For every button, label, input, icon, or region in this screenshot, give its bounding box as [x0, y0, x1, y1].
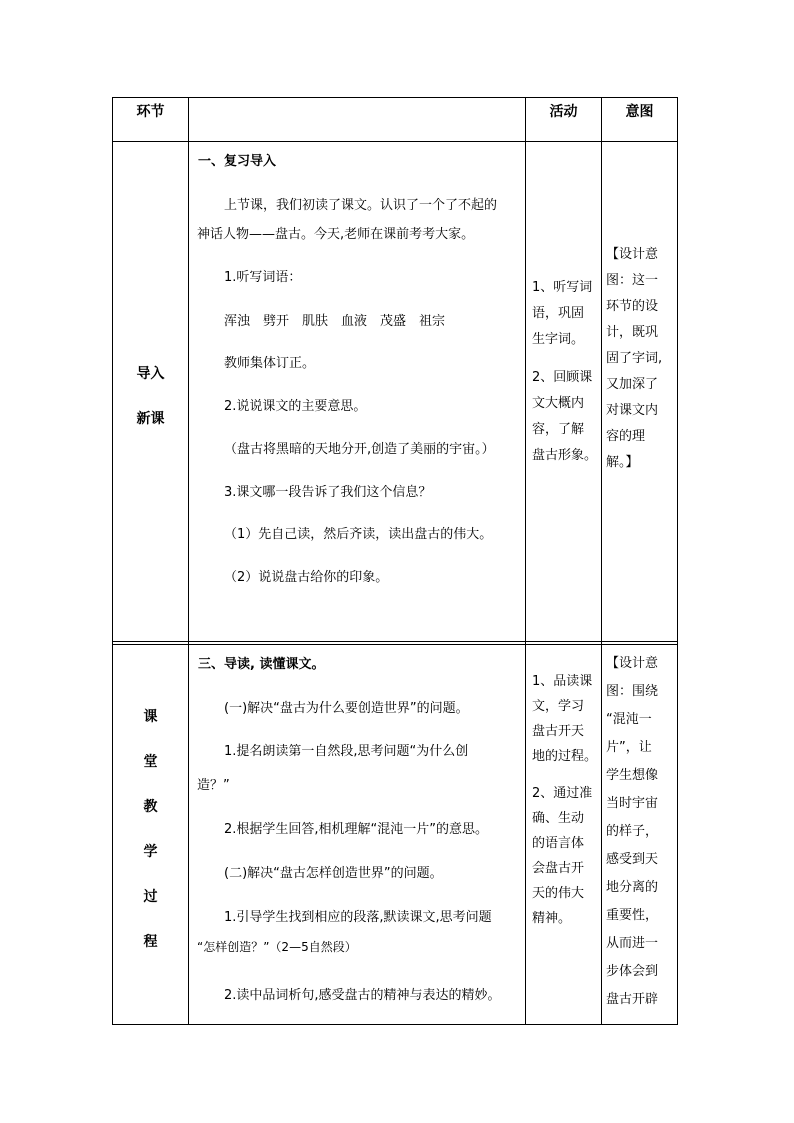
intent-line: 对课文内	[606, 403, 659, 418]
activity-line: 文，学习	[532, 699, 585, 714]
activity-line: 盘古开天	[532, 724, 585, 739]
stage-line: 学	[143, 844, 158, 860]
activity-line: 盘古形象。	[532, 448, 598, 463]
content-paragraph: “怎样创造？”（2—5自然段）	[197, 940, 357, 954]
activity-line: 语，巩固	[532, 306, 585, 321]
intent-line: “混沌一	[606, 712, 652, 727]
content-paragraph: 教师集体订正。	[224, 356, 316, 371]
stage-line: 过	[143, 889, 158, 905]
activity-line: 地的过程。	[532, 749, 598, 764]
content-paragraph: 神话人物——盘古。今天,老师在课前考考大家。	[197, 227, 475, 242]
section-2-activity	[532, 669, 600, 931]
stage-line: 堂	[143, 754, 158, 770]
content-paragraph: （1）先自己读，然后齐读，读出盘古的伟大。	[224, 527, 493, 542]
intent-line: 固了字词,	[606, 351, 663, 366]
intent-line: 解。】	[606, 455, 639, 470]
intent-line: 感受到天	[606, 852, 659, 867]
section-1-stage	[113, 352, 188, 442]
stage-line: 新课	[136, 411, 165, 427]
activity-line: 的语言体	[532, 836, 585, 851]
activity-line: 会盘古开	[532, 861, 585, 876]
section-2-intent	[606, 650, 677, 1022]
intent-line: 从而进一	[606, 936, 659, 951]
stage-line: 程	[143, 934, 158, 950]
activity-line: 容，了解	[532, 422, 585, 437]
activity-line: 1、听写词	[532, 280, 593, 295]
intent-line: 盘古开辟	[606, 992, 659, 1007]
content-paragraph: 1.引导学生找到相应的段落,默读课文,思考问题	[224, 910, 492, 925]
content-paragraph: 2.根据学生回答,相机理解“混沌一片”的意思。	[224, 822, 489, 837]
intent-line: 步体会到	[606, 964, 659, 979]
intent-line: 容的理	[606, 429, 646, 444]
intent-line: 【设计意	[606, 656, 659, 671]
content-paragraph: 3.课文哪一段告诉了我们这个信息？	[224, 485, 432, 500]
intent-line: 又加深了	[606, 377, 659, 392]
activity-line: 生字词。	[532, 332, 585, 347]
section-heading: 三、导读, 读懂课文。	[198, 657, 325, 672]
header-intent: 意图	[625, 104, 654, 120]
content-paragraph: （盘古将黑暗的天地分开,创造了美丽的宇宙。）	[224, 442, 495, 457]
content-paragraph: 造？”	[197, 778, 230, 793]
section-heading: 一、复习导入	[198, 154, 277, 169]
stage-line: 导入	[136, 366, 165, 382]
intent-line: 当时宇宙	[606, 796, 659, 811]
intent-line: 计，既巩	[606, 325, 659, 340]
intent-line: 的样子，	[606, 824, 659, 839]
activity-line: 文大概内	[532, 396, 585, 411]
header-stage: 环节	[136, 104, 165, 120]
content-paragraph: 2.读中品词析句,感受盘古的精神与表达的精妙。	[224, 988, 501, 1003]
activity-line: 确、生动	[532, 811, 585, 826]
intent-line: 环节的设	[606, 299, 659, 314]
intent-line: 学生想像	[606, 768, 659, 783]
intent-line: 【设计意	[606, 247, 659, 262]
content-paragraph: 1.提名朗读第一自然段,思考问题“为什么创	[224, 744, 469, 759]
content-paragraph: 2.说说课文的主要意思。	[224, 399, 367, 414]
intent-line: 图：围绕	[606, 684, 659, 699]
intent-line: 图：这一	[606, 273, 659, 288]
content-paragraph: (一)解决“盘古为什么要创造世界”的问题。	[224, 701, 469, 716]
section-2-stage	[113, 695, 188, 965]
activity-line: 天的伟大	[532, 886, 585, 901]
activity-line: 1、品读课	[532, 674, 593, 689]
activity-line: 2、回顾课	[532, 370, 593, 385]
intent-line: 重要性，	[606, 908, 659, 923]
content-paragraph: 浑浊 劈开 肌肤 血液 茂盛 祖宗	[224, 314, 446, 329]
intent-line: 地分离的	[606, 880, 659, 895]
stage-line: 教	[143, 799, 158, 815]
content-paragraph: (二)解决“盘古怎样创造世界”的问题。	[224, 866, 443, 881]
section-1-intent	[606, 242, 677, 476]
activity-line: 2、通过准	[532, 786, 593, 801]
content-paragraph: 上节课，我们初读了课文。认识了一个了不起的	[224, 198, 498, 213]
content-paragraph: （2）说说盘古给你的印象。	[224, 570, 389, 585]
activity-line: 精神。	[532, 911, 572, 926]
intent-line: 片”，让	[606, 740, 652, 755]
content-paragraph: 1.听写词语：	[224, 270, 302, 285]
header-activity: 活动	[549, 104, 578, 120]
stage-line: 课	[143, 709, 158, 725]
section-1-activity	[532, 275, 600, 469]
